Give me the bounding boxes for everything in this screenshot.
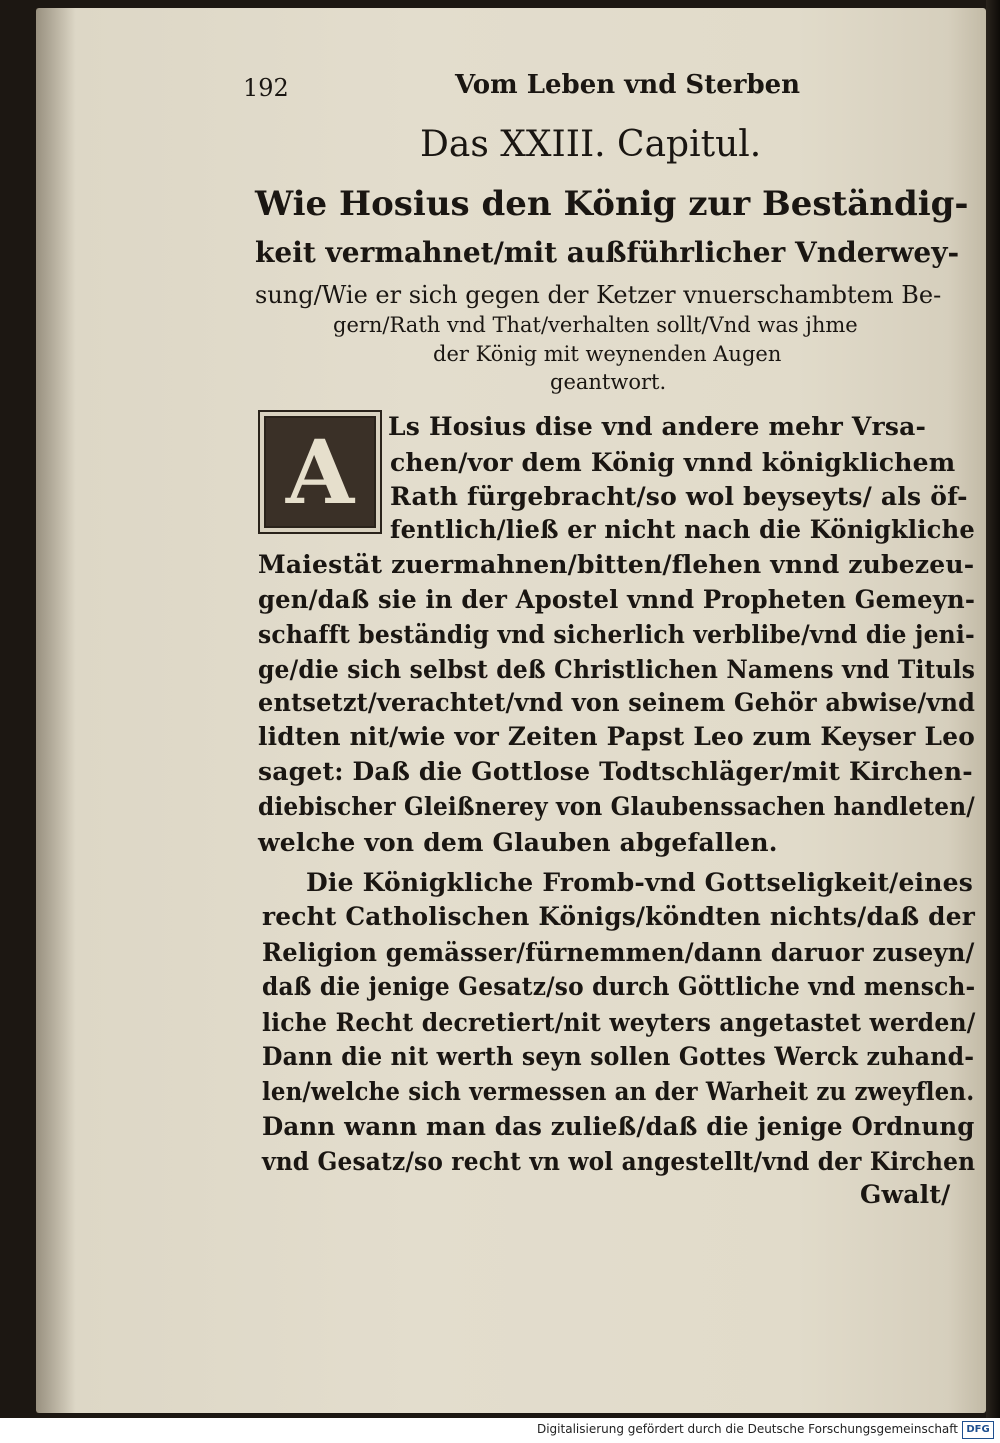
- text-line: Rath fürgebracht/so wol beyseyts/ als öf-: [390, 482, 968, 511]
- heading-line: der König mit weynenden Augen: [433, 342, 782, 366]
- text-line: schafft beständig vnd sicherlich verblibe/vnd die jeni-: [258, 620, 975, 649]
- scan-edge: [986, 0, 1000, 1418]
- page-number: 192: [243, 74, 289, 102]
- text-line: vnd Gesatz/so recht vn wol angestellt/vnd der Kirchen: [262, 1147, 976, 1176]
- text-line: welche von dem Glauben abgefallen.: [258, 828, 778, 857]
- heading-line: keit vermahnet/mit außführlicher Vnderwey-: [255, 236, 960, 269]
- catchword: Gwalt/: [860, 1180, 951, 1209]
- heading-line: Wie Hosius den König zur Beständig-: [255, 184, 969, 224]
- text-line: daß die jenige Gesatz/so durch Göttliche vnd mensch-: [262, 972, 976, 1001]
- text-line: entsetzt/verachtet/vnd von seinem Gehör abwise/vnd: [258, 688, 976, 717]
- text-line: diebischer Gleißnerey von Glaubenssachen handleten/: [258, 792, 975, 821]
- heading-line: geantwort.: [550, 370, 667, 394]
- footer-credit: Digitalisierung gefördert durch die Deutsche Forschungsgemeinschaft: [536, 1422, 958, 1436]
- text-line: Maiestät zuermahnen/bitten/flehen vnnd zubezeu-: [258, 550, 975, 579]
- text-line: Die Königkliche Fromb-vnd Gottseligkeit/eines: [306, 868, 974, 897]
- heading-line: sung/Wie er sich gegen der Ketzer vnuerschambtem Be-: [255, 281, 942, 309]
- text-line: Dann die nit werth seyn sollen Gottes Werck zuhand-: [262, 1042, 975, 1071]
- text-line: len/welche sich vermessen an der Warheit zu zweyflen.: [262, 1077, 975, 1106]
- heading-line: gern/Rath vnd That/verhalten sollt/Vnd was jhme: [333, 313, 858, 337]
- text-line: recht Catholischen Königs/köndten nichts/daß der: [262, 902, 976, 931]
- text-line: lidten nit/wie vor Zeiten Papst Leo zum Keyser Leo: [258, 722, 975, 751]
- footer-bar: [0, 1418, 1000, 1443]
- chapter-title: Das XXIII. Capitul.: [420, 124, 762, 165]
- decorated-initial: [258, 410, 382, 534]
- initial-letter: A: [285, 420, 355, 524]
- text-line: fentlich/ließ er nicht nach die Königkliche: [390, 515, 975, 544]
- dfg-logo: DFG: [962, 1421, 994, 1439]
- text-line: chen/vor dem König vnnd königklichem: [390, 448, 956, 477]
- text-line: ge/die sich selbst deß Christlichen Namens vnd Tituls: [258, 655, 976, 684]
- text-line: Dann wann man das zuließ/daß die jenige Ordnung: [262, 1112, 975, 1141]
- text-line: Ls Hosius dise vnd andere mehr Vrsa-: [388, 412, 927, 441]
- text-line: saget: Daß die Gottlose Todtschläger/mit Kirchen-: [258, 757, 973, 786]
- running-head: Vom Leben vnd Sterben: [455, 70, 801, 100]
- text-line: liche Recht decretiert/nit weyters angetastet werden/: [262, 1008, 976, 1037]
- text-line: Religion gemässer/fürnemmen/dann daruor zuseyn/: [262, 938, 975, 967]
- text-line: gen/daß sie in der Apostel vnnd Propheten Gemeyn-: [258, 585, 976, 614]
